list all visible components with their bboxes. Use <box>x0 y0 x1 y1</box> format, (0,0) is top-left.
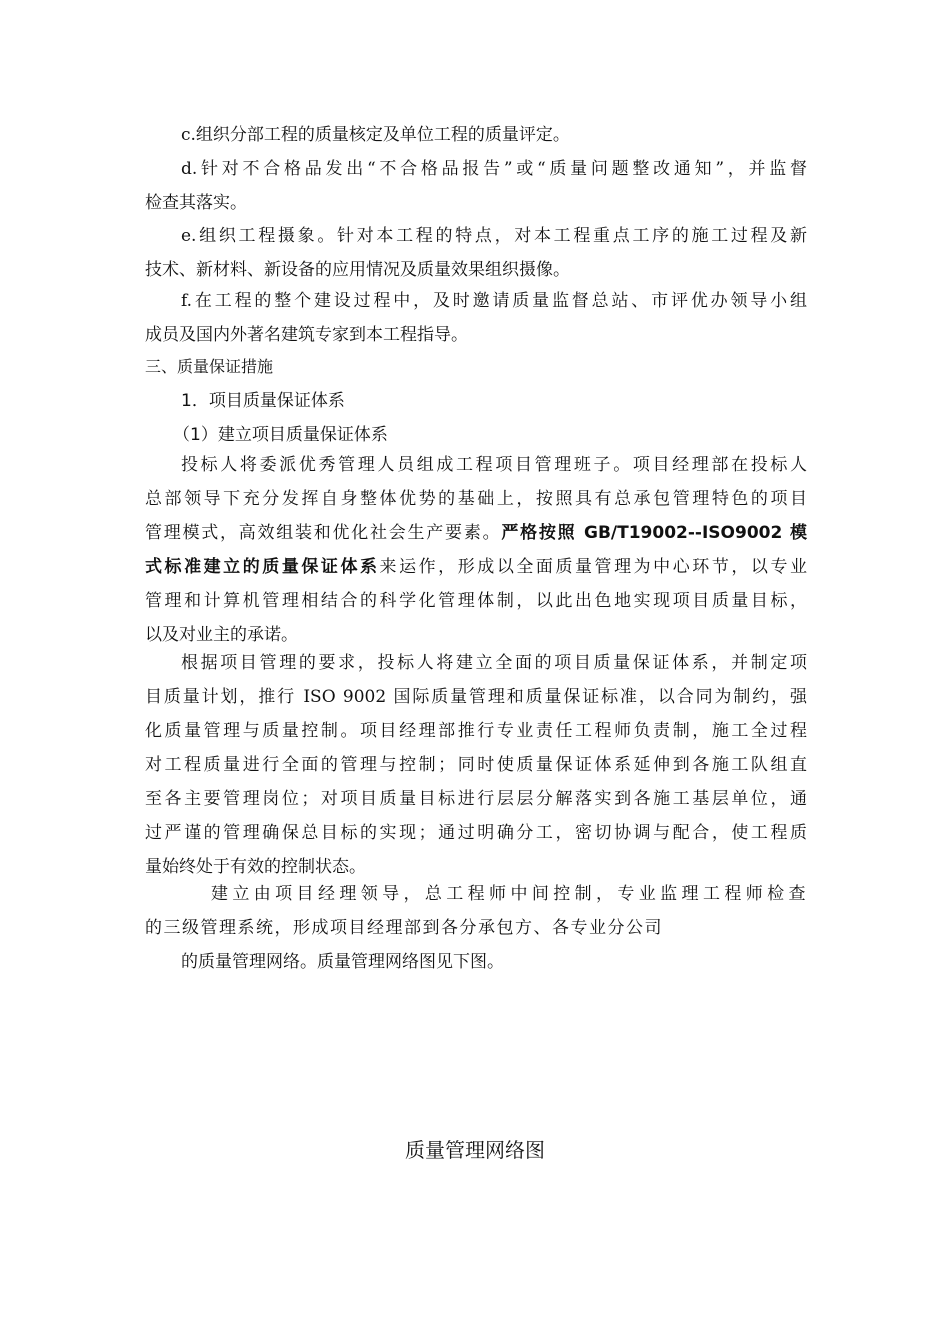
figure-title: 质量管理网络图 <box>405 1138 545 1162</box>
para2-line-6: 过严谨的管理确保总目标的实现；通过明确分工，密切协调与配合，使工程质 <box>145 823 807 843</box>
para1-line-6: 以及对业主的承诺。 <box>145 625 298 645</box>
item-d-block <box>145 152 807 220</box>
item-f-line-1: f.在工程的整个建设过程中，及时邀请质量监督总站、市评优办领导小组 <box>181 291 807 311</box>
para2-line-7: 量始终处于有效的控制状态。 <box>145 857 366 877</box>
item-f-line-2: 成员及国内外著名建筑专家到本工程指导。 <box>145 325 468 345</box>
para3-line-3: 的质量管理网络。质量管理网络图见下图。 <box>181 952 504 972</box>
para1-line-1: 投标人将委派优秀管理人员组成工程项目管理班子。项目经理部在投标人 <box>181 455 807 475</box>
item-e-block <box>145 219 807 287</box>
para2-line-5: 至各主要管理岗位；对项目质量目标进行层层分解落实到各施工基层单位，通 <box>145 789 807 809</box>
paragraph-1 <box>145 448 807 652</box>
para1-line-4 <box>145 550 807 584</box>
item-c: c.组织分部工程的质量核定及单位工程的质量评定。 <box>181 125 570 145</box>
para2-line-4: 对工程质量进行全面的管理与控制；同时使质量保证体系延伸到各施工队组直 <box>145 755 807 775</box>
item-c-block <box>145 118 807 152</box>
subheading-1: 1．项目质量保证体系 <box>181 391 345 411</box>
para1-line-4-plain: 来运作，形成以全面质量管理为中心环节，以专业 <box>379 557 808 577</box>
paragraph-2 <box>145 646 807 884</box>
item-d-line-1: d.针对不合格品发出“不合格品报告”或“质量问题整改通知”，并监督 <box>181 159 807 179</box>
para1-line-3-plain: 管理模式，高效组装和优化社会生产要素。 <box>145 523 502 543</box>
item-e-line-2: 技术、新材料、新设备的应用情况及质量效果组织摄像。 <box>145 260 570 280</box>
para1-line-3-bold: 严格按照 GB/T19002--ISO9002 模 <box>501 523 807 543</box>
section-block <box>145 350 807 452</box>
para1-line-5: 管理和计算机管理相结合的科学化管理体制，以此出色地实现项目质量目标， <box>145 591 807 611</box>
para1-line-4-bold: 式标准建立的质量保证体系 <box>145 557 380 577</box>
item-f-block <box>145 284 807 352</box>
paragraph-3 <box>145 877 807 979</box>
para1-line-2: 总部领导下充分发挥自身整体优势的基础上，按照具有总承包管理特色的项目 <box>145 489 807 509</box>
para1-line-3 <box>145 516 807 550</box>
subheading-2: （1）建立项目质量保证体系 <box>173 425 388 445</box>
item-d-line-2: 检查其落实。 <box>145 193 247 213</box>
para3-line-2: 的三级管理系统，形成项目经理部到各分承包方、各专业分公司 <box>145 918 663 938</box>
para2-line-2: 目质量计划，推行 ISO 9002 国际质量管理和质量保证标准，以合同为制约，强 <box>145 687 807 707</box>
item-e-line-1: e.组织工程摄象。针对本工程的特点，对本工程重点工序的施工过程及新 <box>181 226 807 246</box>
para2-line-1: 根据项目管理的要求，投标人将建立全面的项目质量保证体系，并制定项 <box>181 653 807 673</box>
para2-line-3: 化质量管理与质量控制。项目经理部推行专业责任工程师负责制，施工全过程 <box>145 721 807 741</box>
section-heading: 三、质量保证措施 <box>145 357 274 376</box>
para3-line-1: 建立由项目经理领导，总工程师中间控制，专业监理工程师检查 <box>211 884 807 904</box>
